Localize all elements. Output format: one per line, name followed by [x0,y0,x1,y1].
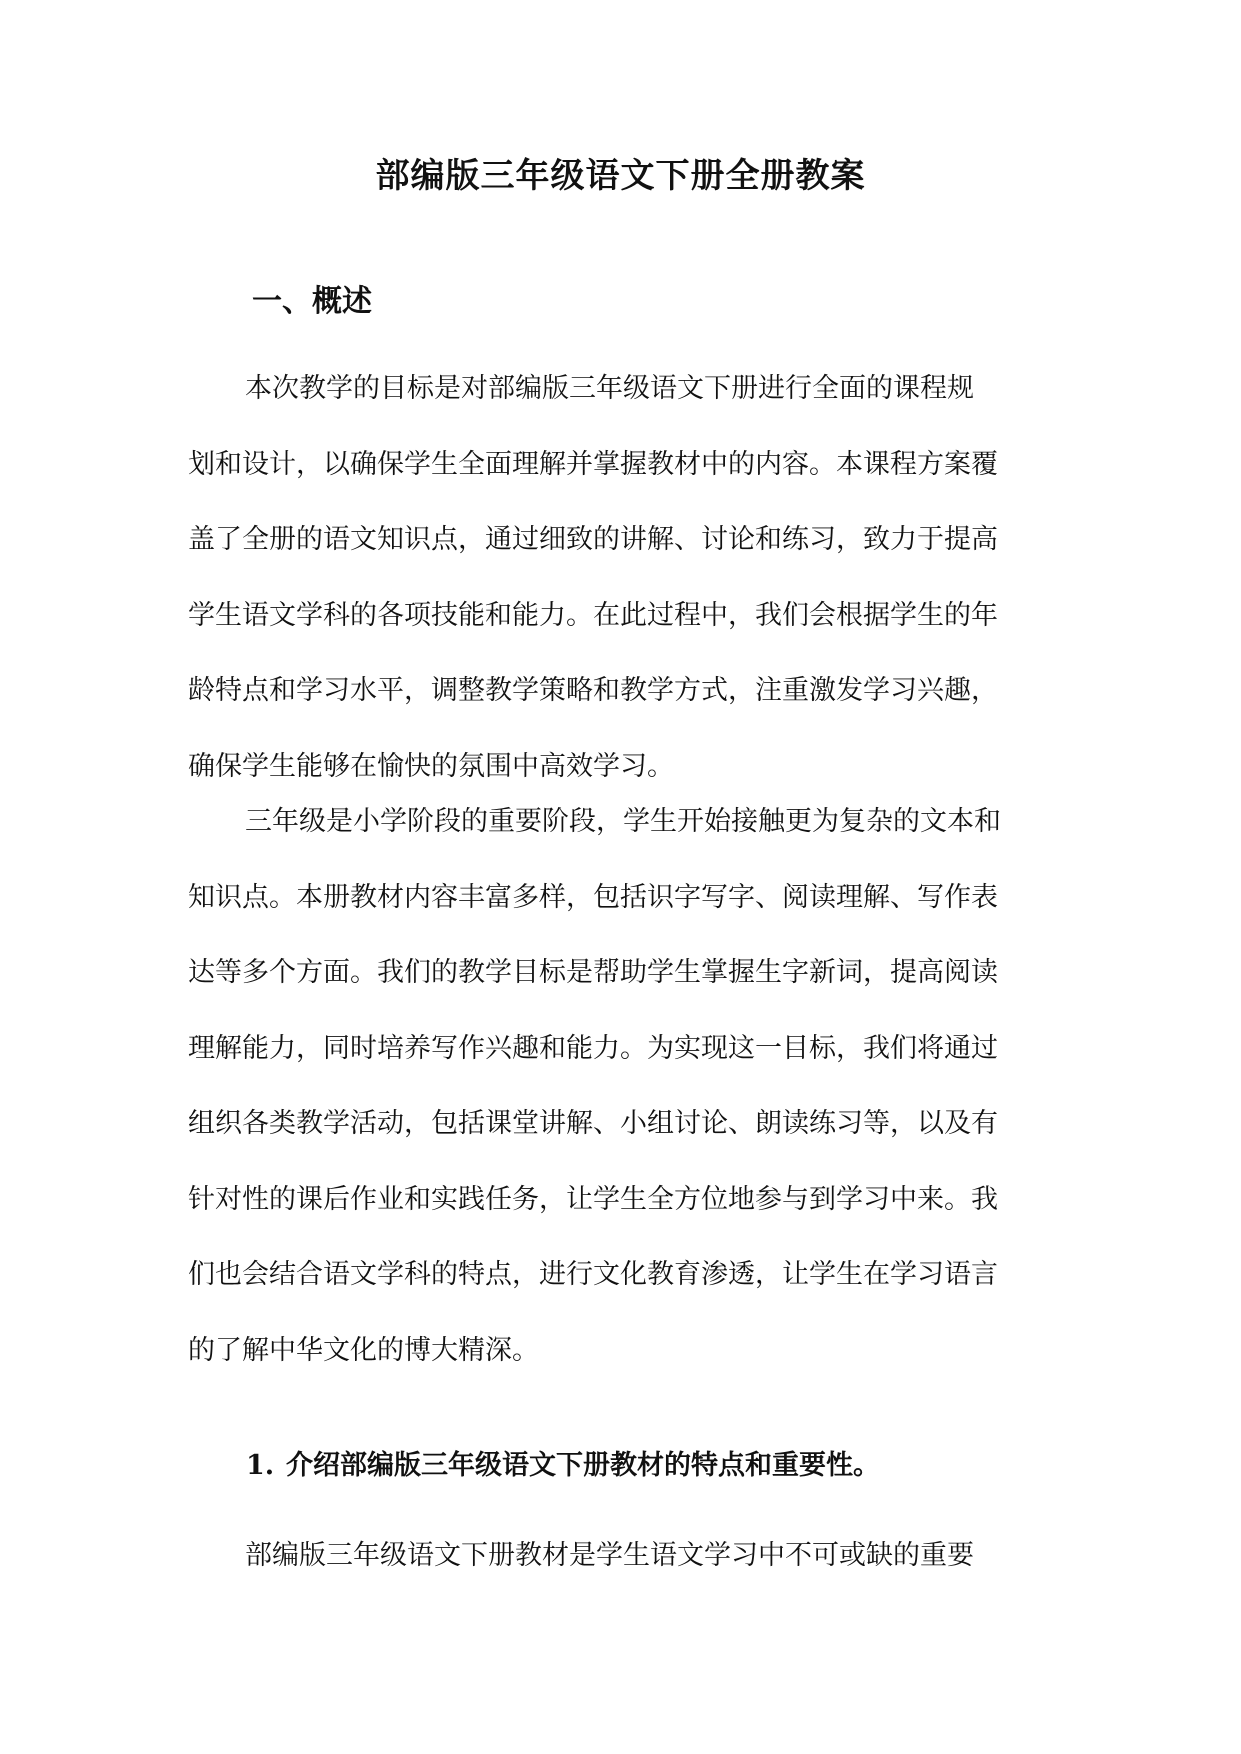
subheading-number: 1. [246,1450,275,1481]
text-line: 划和设计，以确保学生全面理解并掌握教材中的内容。本课程方案覆 [188,448,998,480]
section-heading-overview: 一、概述 [252,284,372,319]
text-line: 们也会结合语文学科的特点，进行文化教育渗透，让学生在学习语言 [188,1259,998,1290]
text-line: 针对性的课后作业和实践任务，让学生全方位地参与到学习中来。我 [188,1183,998,1215]
subheading-text: 介绍部编版三年级语文下册教材的特点和重要性。 [286,1450,880,1481]
text-line: 龄特点和学习水平，调整教学策略和教学方式，注重激发学习兴趣， [188,675,998,706]
text-line: 理解能力，同时培养写作兴趣和能力。为实现这一目标，我们将通过 [188,1032,998,1064]
text-line: 组织各类教学活动，包括课堂讲解、小组讨论、朗读练习等，以及有 [188,1108,998,1139]
paragraph-overview-1 [188,351,1050,804]
text-line: 三年级是小学阶段的重要阶段，学生开始接触更为复杂的文本和 [245,806,1001,837]
text-line: 盖了全册的语文知识点，通过细致的讲解、讨论和练习，致力于提高 [188,524,998,555]
text-line: 本次教学的目标是对部编版三年级语文下册进行全面的课程规 [245,373,974,404]
text-line: 学生语文学科的各项技能和能力。在此过程中，我们会根据学生的年 [188,599,998,631]
text-line: 部编版三年级语文下册教材是学生语文学习中不可或缺的重要 [245,1540,974,1571]
document-title: 部编版三年级语文下册全册教案 [375,156,866,196]
paragraph-textbook-features [188,1518,1050,1594]
text-line: 知识点。本册教材内容丰富多样，包括识字写字、阅读理解、写作表 [188,881,998,913]
text-line: 达等多个方面。我们的教学目标是帮助学生掌握生字新词，提高阅读 [188,957,998,988]
subheading-textbook-features [246,1444,880,1488]
text-line: 确保学生能够在愉快的氛围中高效学习。 [188,750,674,782]
paragraph-overview-2 [188,784,1050,1388]
text-line: 的了解中华文化的博大精深。 [188,1334,539,1366]
